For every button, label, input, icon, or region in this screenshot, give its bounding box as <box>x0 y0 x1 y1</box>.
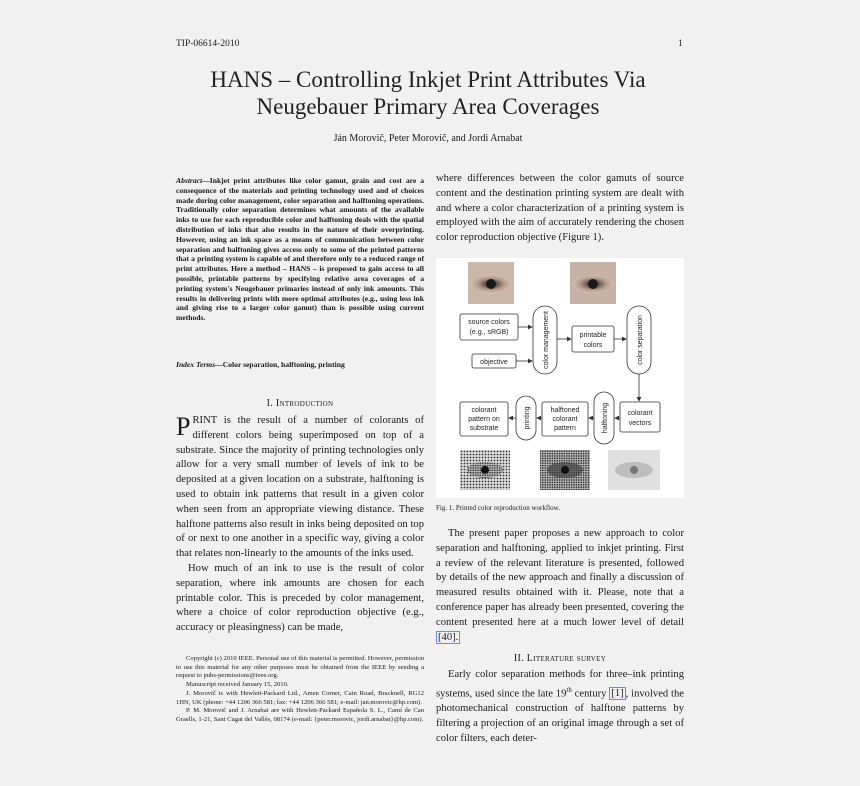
svg-text:pattern on: pattern on <box>468 416 500 423</box>
abstract-label: Abstract— <box>176 176 210 185</box>
section-title: Literature survey <box>526 653 607 664</box>
svg-text:halftoning: halftoning <box>602 402 609 434</box>
svg-text:halftoned: halftoned <box>550 407 580 414</box>
right-paragraph-2: The present paper proposes a new approach to color separation and halftoning, applied to inkjet printing. First a review of the relevant literature is presented, followed by details of the new approach and finally a discussion of measured results obtained with it. Please, note that a conference paper has already been presented, covering the content presented here at a much lower level of detail [40]. <box>436 528 684 643</box>
figure-caption: Fig. 1. Printed color reproduction workflow. <box>436 504 560 512</box>
citation-link-1[interactable]: [1] <box>611 688 624 700</box>
svg-text:substrate: substrate <box>469 425 499 432</box>
title-line-1: HANS – Controlling Inkjet Print Attributes Via <box>210 67 646 92</box>
section-title: Introduction <box>275 398 334 409</box>
abstract <box>176 176 424 323</box>
halftone-image-2 <box>540 450 590 490</box>
abstract-text: Inkjet print attributes like color gamut, grain and cost are a consequence of the materials and printing technology used and of choices made during color management, color separation and halftoning operations. Traditionally color separation determines what amounts of the available inks to use for each reproducible color and halftoning deals with the spatial distribution of inks that also results in the nature of their overprinting. However, using an ink space as a means of communication between color separation and halftoning gives access only to some of the printed patterns that a printing system is capable of and therefore only to a reduced range of print attributes. Here a method – HANS – is proposed to gain access to all possible, printable patterns by specifying relative area coverages of a printing system's Neugebauer primaries instead of only ink amounts. This results in delivering prints with more optimal attributes (e.g., using less ink and giving rise to a larger color gamut) than is possible using current methods. <box>176 176 424 323</box>
right-column-continuation: where differences between the color gamuts of source content and the destination printing system are dealt with and where a color characterization of a printing system is employed with the aim of accurately rendering the chosen color reproduction objective (Figure 1). <box>436 173 684 244</box>
svg-text:(e.g., sRGB): (e.g., sRGB) <box>469 329 509 336</box>
svg-text:printable: printable <box>579 332 607 339</box>
literature-paragraph-1: Early color separation methods for three–ink printing systems, used since the late 19th century [1] , involved the photomechanical construction of halftone patterns by filtering a projection of an original image through a set of color filters, each deter- <box>436 669 684 744</box>
svg-text:printing: printing <box>524 406 531 430</box>
section-number: I. <box>266 398 274 409</box>
svg-text:colorant: colorant <box>471 407 497 414</box>
svg-text:colorant: colorant <box>552 416 578 423</box>
colorant-vectors-box <box>620 402 660 432</box>
svg-text:pattern: pattern <box>554 425 576 432</box>
section-heading-literature <box>436 653 684 664</box>
halftone-image-1 <box>460 450 510 490</box>
author-list: Ján Morovič, Peter Morovič, and Jordi Arnabat <box>333 133 523 144</box>
introduction-body <box>176 414 424 636</box>
svg-text:source colors: source colors <box>468 319 510 326</box>
workflow-diagram <box>436 258 684 498</box>
intro-paragraph-2: How much of an ink to use is the result of color separation, where ink amounts are chosen for each printable color. This is preceded by color management, where a choice of color reproduction objective (e.g., accuracy or pleasingness) can be made, <box>176 562 424 634</box>
printed-eye-image <box>570 262 616 304</box>
title-line-2: Neugebauer Primary Area Coverages <box>256 94 600 119</box>
svg-text:color management: color management <box>543 311 550 369</box>
svg-text:objective: objective <box>480 359 508 366</box>
source-colors-box <box>460 314 518 340</box>
svg-text:colorant: colorant <box>627 410 653 417</box>
section-heading-introduction <box>176 398 424 409</box>
svg-text:vectors: vectors <box>628 420 652 427</box>
drop-cap: P <box>176 412 191 441</box>
section-number: II. <box>513 653 524 664</box>
svg-text:color separation: color separation <box>637 315 644 365</box>
footnote-received: Manuscript received January 15, 2010. <box>186 681 289 689</box>
source-eye-image <box>468 262 514 304</box>
paper-title <box>150 66 706 120</box>
page-number: 1 <box>678 39 683 49</box>
figure-1 <box>436 258 684 498</box>
footnote-author-2: P. M. Morovič and J. Arnabat are with Hewlett-Packard Española S. L., Camí de Can Graells, 1-21, Sant Cugat del Vallès, 08174 (e-mail: {peter.morovic, jordi.arnabat}@hp.com). <box>176 707 424 723</box>
intro-paragraph-1: PRINT is the result of a number of colorants of different colors being superimposed on top of a substrate. Since the majority of printing technologies only allow for a very small number of levels of ink to be deposited at a given location on a substrate, halftoning is used to obtain ink patterns that result in a given color when seen from an appropriate viewing distance. These halftone patterns also result in inks being deposited on top of or next to one another in a specific way, giving a color that relates non-linearly to the amounts of the inks used. <box>176 412 424 560</box>
footnote-author-1: J. Morovič is with Hewlett-Packard Ltd., Amen Corner, Cain Road, Bracknell, RG12 1HN, UK (phone: +44 1206 366 581; fax: +44 1206 366 581; e-mail: jan.morovic@hp.com). <box>176 689 424 706</box>
citation-link-40[interactable]: [40]. <box>438 631 459 643</box>
svg-text:colors: colors <box>583 342 603 349</box>
index-terms-label: Index Terms <box>176 360 216 369</box>
index-terms-text: —Color separation, halftoning, printing <box>215 360 345 369</box>
footnotes <box>176 655 424 725</box>
manuscript-id: TIP-06614-2010 <box>176 39 240 49</box>
printed-eye-output <box>608 450 660 490</box>
footnote-copyright: Copyright (c) 2010 IEEE. Personal use of this material is permitted. However, permission to use this material for any other purposes must be obtained from the IEEE by sending a request to pubs-permissions@ieee.org. <box>176 655 424 680</box>
index-terms <box>176 360 424 369</box>
